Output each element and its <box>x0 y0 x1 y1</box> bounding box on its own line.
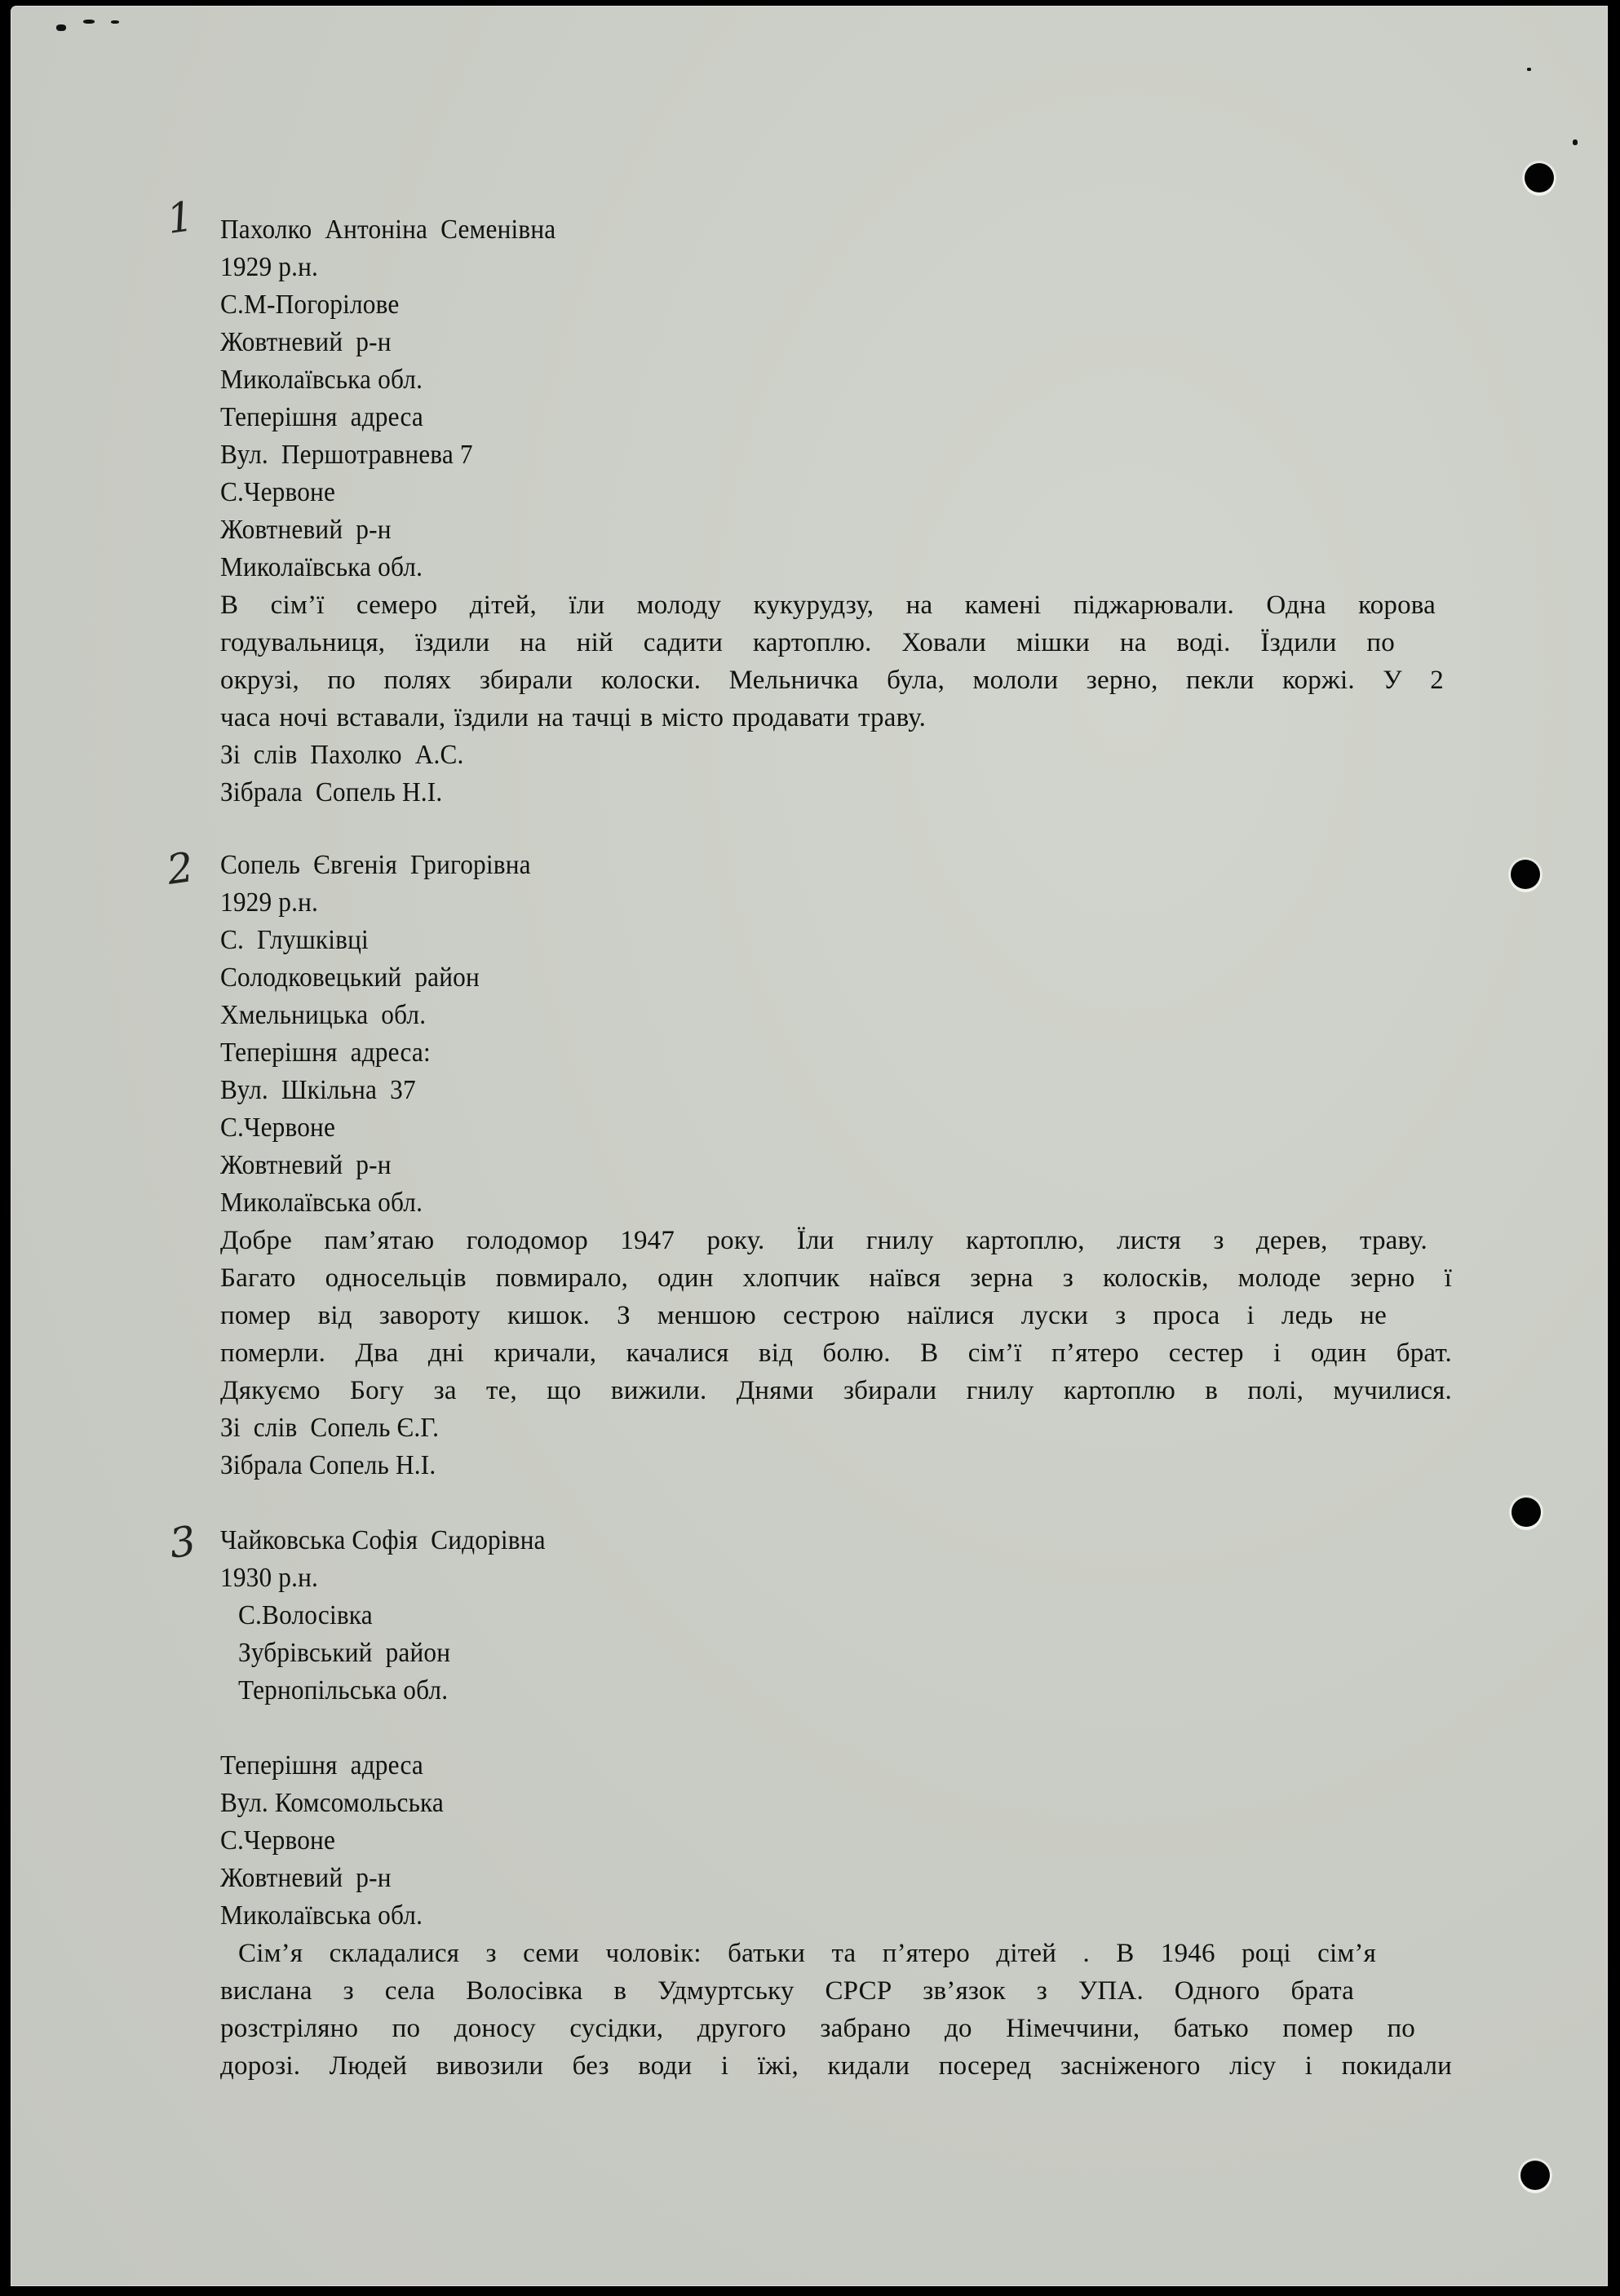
testimony-line: В сім’ї семеро дітей, їли молоду кукурудзу, на камені піджарювали. Одна корова <box>220 591 1436 620</box>
current-district: Жовтневий р-н <box>220 515 392 545</box>
entry-name: Сопель Євгенія Григорівна <box>220 850 531 880</box>
testimony-line: дорозі. Людей вивозили без води і їжі, кидали посеред засніженого лісу і покидали <box>220 2051 1452 2081</box>
testimony-line: вислана з села Волосівка в Удмуртську СРСР зв’язок з УПА. Одного брата <box>220 1976 1354 2006</box>
current-village: С.Червоне <box>220 1113 336 1143</box>
current-oblast: Миколаївська обл. <box>220 552 423 582</box>
testimony-line: годувальниця, їздили на ній садити картоплю. Ховали мішки на воді. Їздили по <box>220 628 1395 657</box>
paper-speck <box>1573 139 1578 145</box>
paper-speck <box>111 20 119 24</box>
handwritten-entry-number: 3 <box>166 1517 199 1568</box>
recorded-from: Зі слів Сопель Є.Г. <box>220 1413 440 1443</box>
birth-year: 1929 р.н. <box>220 887 319 918</box>
punch-hole <box>1520 2161 1550 2190</box>
origin-village: С.М-Погорілове <box>220 290 400 320</box>
origin-village: С. Глушківці <box>220 925 369 955</box>
current-street: Вул. Шкільна 37 <box>220 1075 416 1105</box>
testimony-line: розстріляно по доносу сусідки, другого забрано до Німеччини, батько помер по <box>220 2014 1415 2043</box>
paper-speck <box>83 20 95 24</box>
entry-name: Пахолко Антоніна Семенівна <box>220 215 556 245</box>
recorded-from: Зі слів Пахолко А.С. <box>220 740 464 770</box>
punch-hole <box>1525 163 1554 192</box>
current-district: Жовтневий р-н <box>220 1150 392 1180</box>
testimony-line: помер від завороту кишок. З меншою сестрою наїлися луски з проса і ледь не <box>220 1301 1387 1330</box>
paper-speck <box>1527 68 1531 71</box>
current-oblast: Миколаївська обл. <box>220 1188 423 1218</box>
testimony-line: Багато односельців повмирало, один хлопчик наївся зерна з колосків, молоде зерно ї <box>220 1263 1452 1293</box>
punch-hole <box>1512 1497 1541 1527</box>
current-district: Жовтневий р-н <box>220 1863 392 1893</box>
origin-village: С.Волосівка <box>238 1600 373 1630</box>
origin-district: Зубрівський район <box>238 1638 451 1668</box>
current-street: Вул. Комсомольська <box>220 1788 445 1818</box>
birth-year: 1929 р.н. <box>220 252 319 282</box>
current-oblast: Миколаївська обл. <box>220 1900 423 1931</box>
current-address-label: Теперішня адреса <box>220 402 423 432</box>
birth-year: 1930 р.н. <box>220 1563 319 1593</box>
collected-by: Зібрала Сопель Н.І. <box>220 1450 436 1480</box>
origin-oblast: Миколаївська обл. <box>220 365 423 395</box>
current-street: Вул. Першотравнева 7 <box>220 440 473 470</box>
current-address-label: Теперішня адреса: <box>220 1037 431 1068</box>
testimony-line: окрузі, по полях збирали колоски. Мельничка була, мололи зерно, пекли коржі. У 2 <box>220 666 1444 695</box>
paper-speck <box>56 24 66 31</box>
current-village: С.Червоне <box>220 477 336 507</box>
collected-by: Зібрала Сопель Н.І. <box>220 777 443 807</box>
testimony-line: Дякуємо Богу за те, що вижили. Днями збирали гнилу картоплю в полі, мучилися. <box>220 1376 1452 1405</box>
handwritten-entry-number: 2 <box>164 843 197 894</box>
entry-name: Чайковська Софія Сидорівна <box>220 1525 546 1555</box>
testimony-line: Добре пам’ятаю голодомор 1947 року. Їли гнилу картоплю, листя з дерев, траву. <box>220 1226 1427 1255</box>
handwritten-entry-number: 1 <box>164 192 197 243</box>
current-village: С.Червоне <box>220 1825 336 1856</box>
origin-oblast: Тернопільська обл. <box>238 1675 449 1705</box>
origin-district: Солодковецький район <box>220 962 480 993</box>
punch-hole <box>1511 860 1540 889</box>
origin-oblast: Хмельницька обл. <box>220 1000 427 1030</box>
testimony-line: Сім’я складалися з семи чоловік: батьки та п’ятеро дітей . В 1946 році сім’я <box>238 1939 1376 1968</box>
testimony-line: померли. Два дні кричали, качалися від болю. В сім’ї п’ятеро сестер і один брат. <box>220 1338 1452 1368</box>
origin-district: Жовтневий р-н <box>220 327 392 357</box>
current-address-label: Теперішня адреса <box>220 1750 423 1781</box>
testimony-line: часа ночі вставали, їздили на тачці в місто продавати траву. <box>220 703 927 732</box>
